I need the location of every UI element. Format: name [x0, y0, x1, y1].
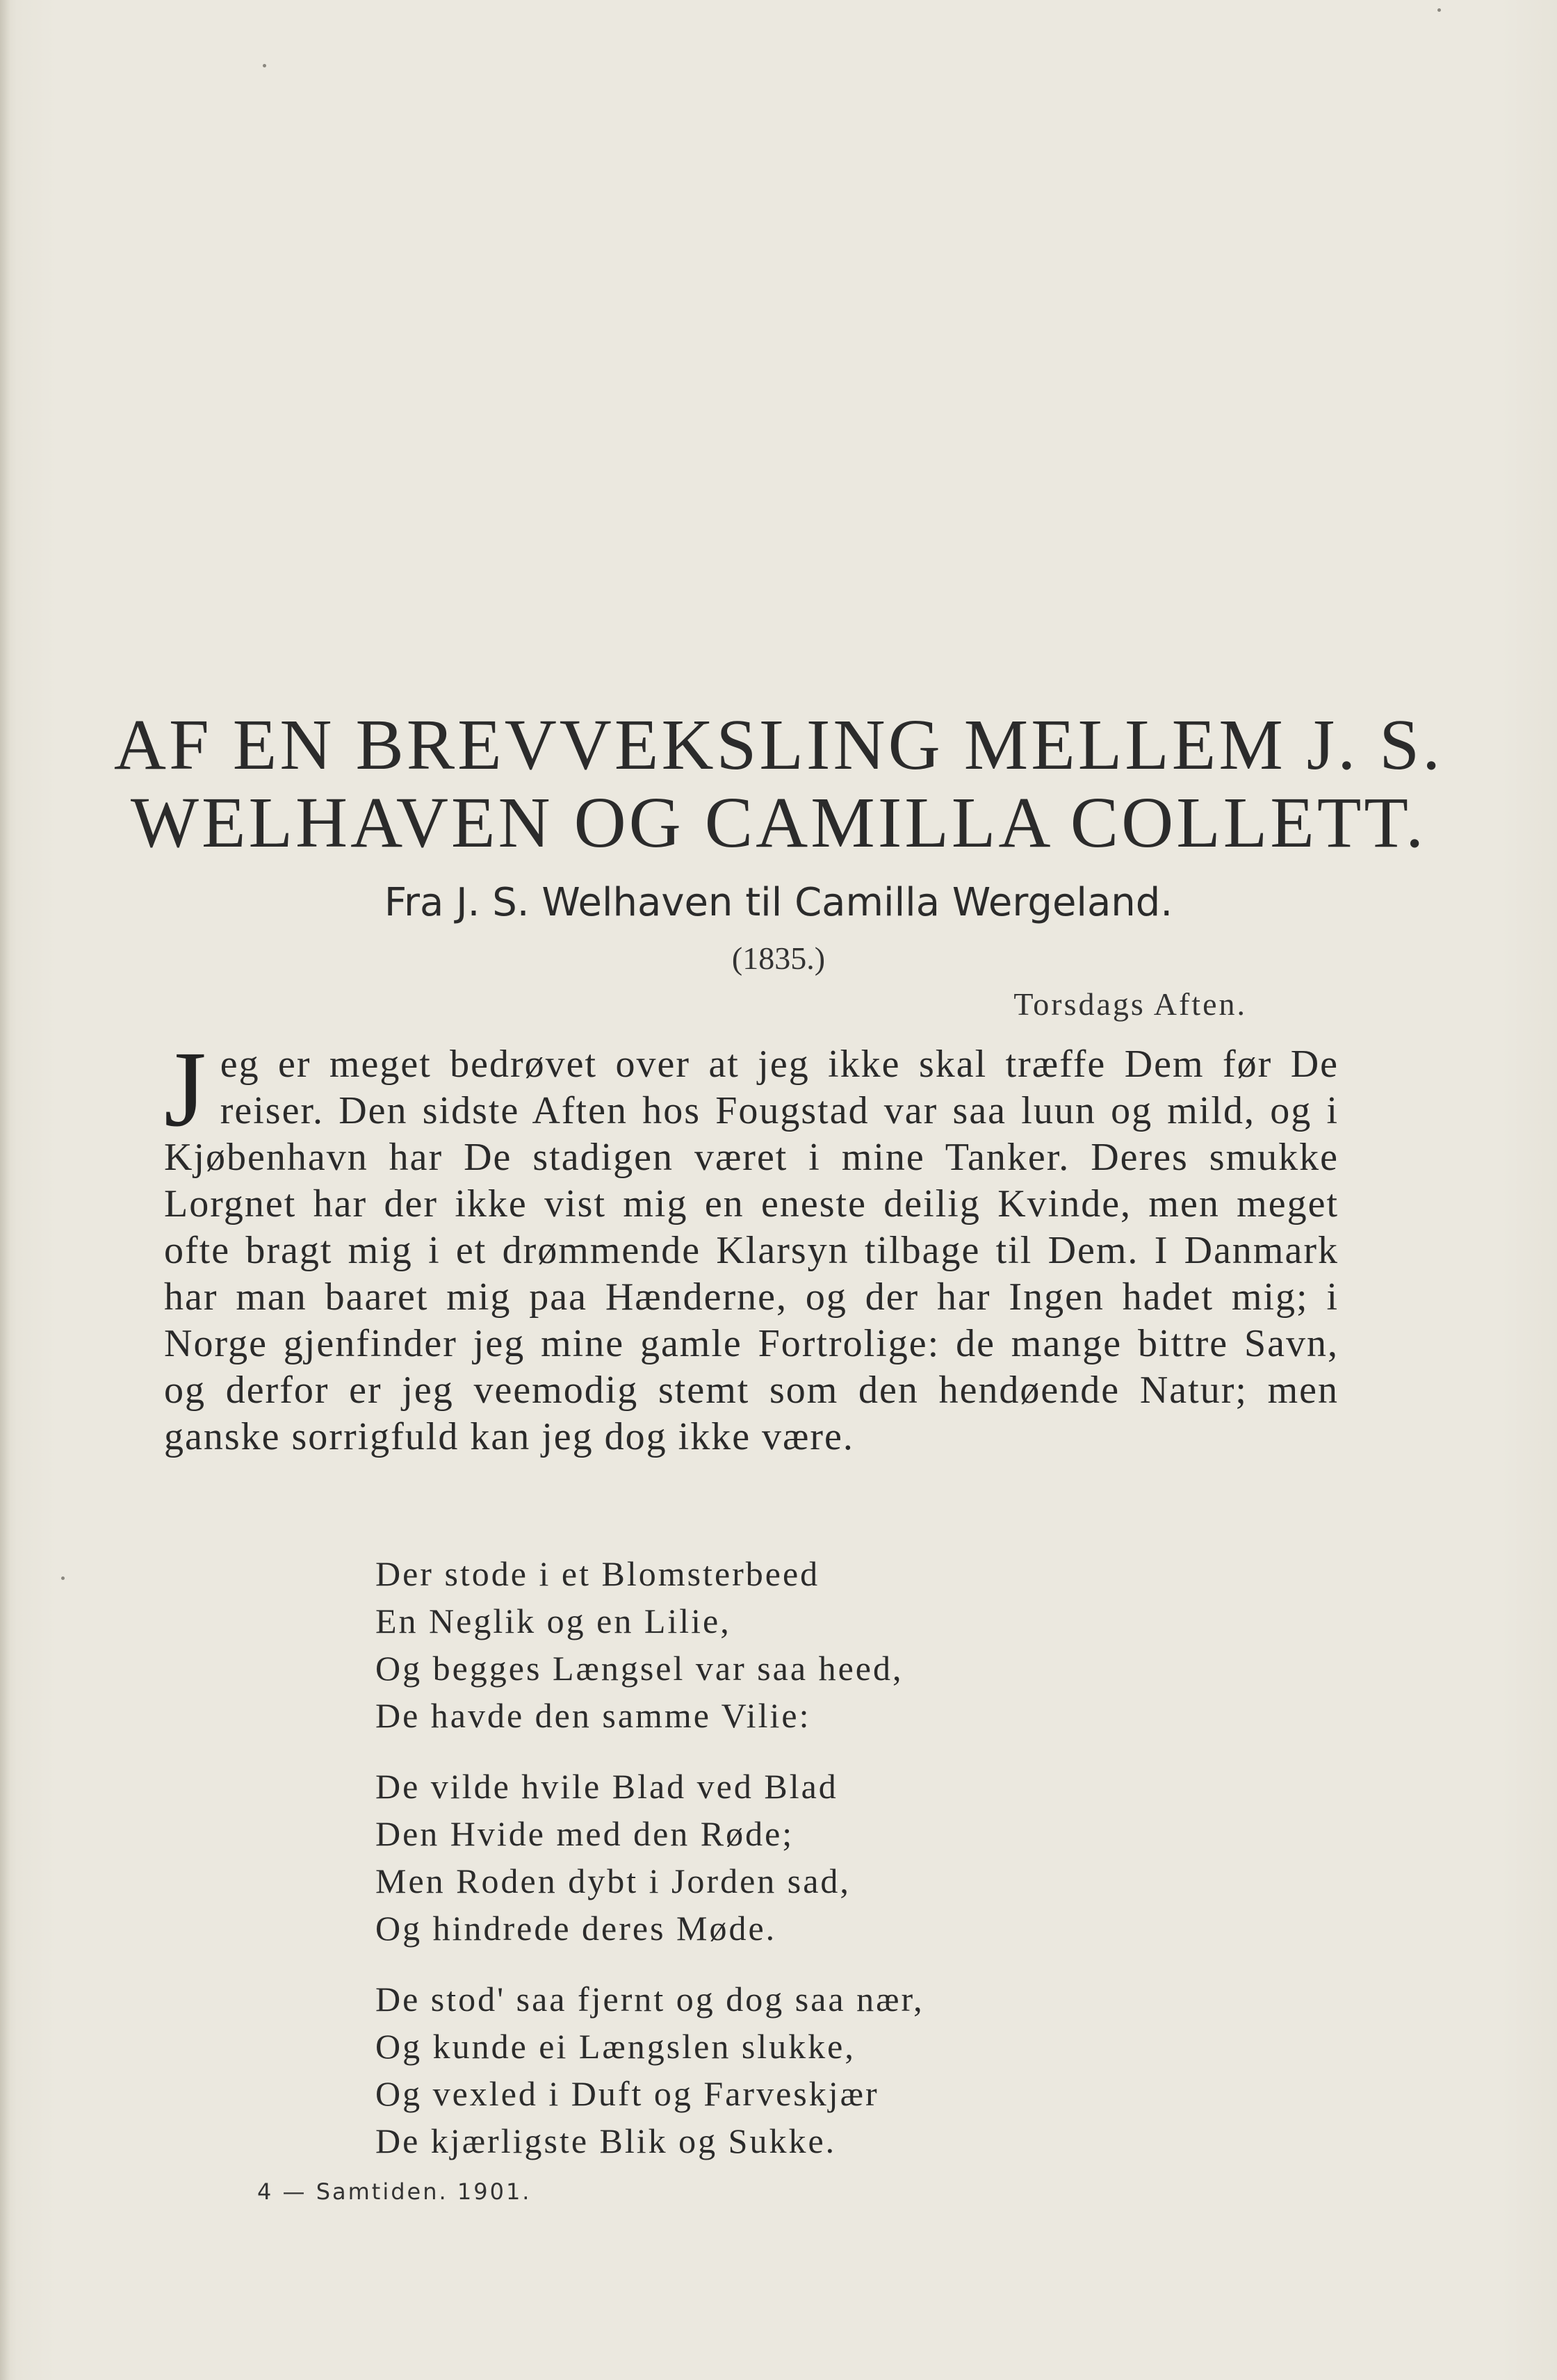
- poem-line: Og vexled i Duft og Farveskjær: [375, 2074, 879, 2113]
- poem-line: Og begges Længsel var saa heed,: [375, 1649, 904, 1688]
- letter-dateline: Torsdags Aften.: [1013, 986, 1247, 1022]
- article-title-line-1: AF EN BREVVEKSLING MELLEM J. S.: [113, 705, 1444, 785]
- poem-stanza-2: [375, 1763, 1209, 1952]
- paper-speck: [263, 64, 266, 67]
- page-footer-signature: 4 — Samtiden. 1901.: [257, 2178, 532, 2205]
- poem-line: Og kunde ei Længslen slukke,: [375, 2027, 856, 2066]
- poem-line: Og hindrede deres Møde.: [375, 1909, 777, 1948]
- letter-year: (1835.): [731, 940, 826, 976]
- letter-body: [164, 1029, 1339, 1460]
- paper-speck: [61, 1576, 65, 1580]
- poem-line: De kjærligste Blik og Sukke.: [375, 2121, 837, 2160]
- poem-stanza-3: [375, 1975, 1209, 2165]
- poem-line: Men Roden dybt i Jorden sad,: [375, 1861, 851, 1900]
- page-spine-edge: [0, 0, 10, 2380]
- poem-line: De stod' saa fjernt og dog saa nær,: [375, 1980, 924, 2019]
- poem-stanza-1: [375, 1550, 1209, 1739]
- letter-heading: Fra J. S. Welhaven til Camilla Wergeland.: [384, 880, 1173, 925]
- paper-speck: [1437, 8, 1441, 12]
- poem-line: Den Hvide med den Røde;: [375, 1814, 794, 1853]
- article-title-line-2: WELHAVEN OG CAMILLA COLLETT.: [130, 783, 1427, 863]
- drop-cap: J: [164, 1029, 208, 1149]
- poem-line: Der stode i et Blomsterbeed: [375, 1554, 820, 1593]
- poem-line: De havde den samme Vilie:: [375, 1696, 811, 1735]
- poem-line: De vilde hvile Blad ved Blad: [375, 1767, 838, 1806]
- letter-text: eg er meget bedrøvet over at jeg ikke skal træffe Dem før De reiser. Den sidste Aften hos Fougstad var saa luun og mild, og i Kjøbenhavn har De stadigen været i mine Tanker. Deres smukke Lorgnet har der ikke vist mig en eneste deilig Kvinde, men meget ofte bragt mig i et drømmende Klarsyn tilbage til Dem. I Danmark har man baaret mig paa Hænderne, og der har Ingen hadet mig; i Norge gjenfinder jeg mine gamle Fortrolige: de mange bittre Savn, og derfor er jeg veemodig stemt som den hendøende Natur; men ganske sorrigfuld kan jeg dog ikke være.: [164, 1043, 1339, 1458]
- poem-line: En Neglik og en Lilie,: [375, 1601, 731, 1640]
